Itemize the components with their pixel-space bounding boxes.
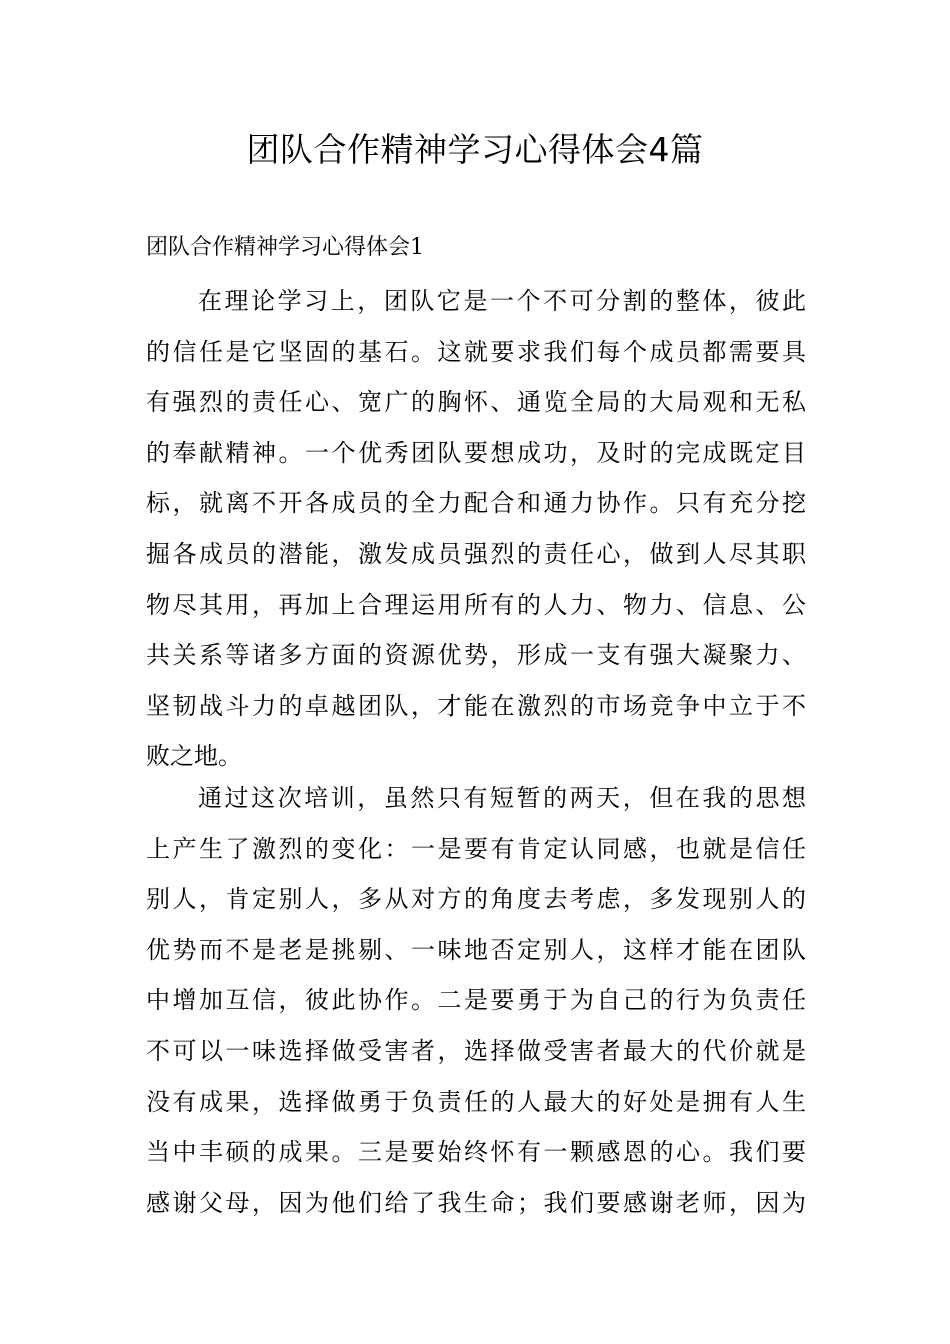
paragraph-line: 在理论学习上，团队它是一个不可分割的整体，彼此	[198, 287, 806, 315]
document-title: 团队合作精神学习心得体会4篇	[246, 130, 704, 169]
paragraph-line: 有强烈的责任心、宽广的胸怀、通览全局的大局观和无私	[146, 388, 806, 417]
paragraph-line: 败之地。	[146, 742, 242, 771]
paragraph-line: 上产生了激烈的变化：一是要有肯定认同感，也就是信任	[146, 834, 806, 863]
paragraph-line: 物尽其用，再加上合理运用所有的人力、物力、信息、公	[146, 590, 806, 619]
paragraph-line: 的奉献精神。一个优秀团队要想成功，及时的完成既定目	[146, 438, 806, 467]
paragraph-2	[146, 773, 806, 1228]
paragraph-line: 中增加互信，彼此协作。二是要勇于为自己的行为负责任	[146, 986, 806, 1015]
paragraph-line: 优势而不是老是挑剔、一味地否定别人，这样才能在团队	[146, 935, 806, 964]
paragraph-line: 坚韧战斗力的卓越团队，才能在激烈的市场竞争中立于不	[146, 691, 806, 720]
paragraph-line: 标，就离不开各成员的全力配合和通力协作。只有充分挖	[146, 489, 806, 518]
paragraph-line: 通过这次培训，虽然只有短暂的两天，但在我的思想	[198, 784, 806, 812]
paragraph-line: 没有成果，选择做勇于负责任的人最大的好处是拥有人生	[146, 1087, 806, 1116]
paragraph-line: 的信任是它坚固的基石。这就要求我们每个成员都需要具	[146, 337, 806, 366]
paragraph-line: 共关系等诸多方面的资源优势，形成一支有强大凝聚力、	[146, 641, 806, 670]
section-heading: 团队合作精神学习心得体会1	[146, 235, 424, 260]
paragraph-line: 不可以一味选择做受害者，选择做受害者最大的代价就是	[146, 1036, 806, 1065]
paragraph-line: 掘各成员的潜能，激发成员强烈的责任心，做到人尽其职	[146, 539, 806, 568]
paragraph-line: 当中丰硕的成果。三是要始终怀有一颗感恩的心。我们要	[146, 1138, 806, 1167]
paragraph-line: 感谢父母，因为他们给了我生命；我们要感谢老师，因为	[146, 1188, 806, 1217]
paragraph-line: 别人，肯定别人，多从对方的角度去考虑，多发现别人的	[146, 885, 806, 914]
paragraph-1	[146, 276, 806, 782]
